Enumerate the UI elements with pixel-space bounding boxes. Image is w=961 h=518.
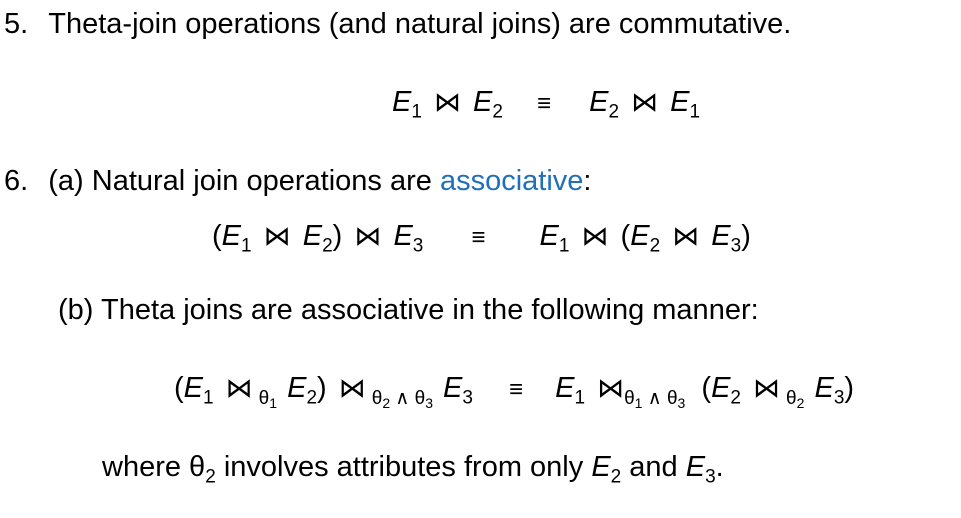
theta-symbol: $\theta_2$ [189,451,216,488]
theta-join-symbol: ⋈ [597,373,625,403]
item-6a-heading [4,167,591,196]
item-6a-suffix: : [583,165,592,197]
theta-join-associative-equation: ($E_1$ ⋈ $_{\theta_1}$ $E_2$) ⋈ $_{\theta_2 \wedge \theta_3}$ $E_3 \equiv E_1$ $⋈_{\theta_1 \wedge \theta_3}$ ($E_2$ ⋈ $_{\theta_2}$ $E_3$) [174,372,855,411]
e1-term: $E_1$ [670,86,701,123]
associative-link[interactable]: associative [439,165,584,197]
natural-join-associative-equation: ($E_1$ ⋈ $E_2$) ⋈ $E_3 \equiv E_1$ ⋈ ($E_2$ ⋈ $E_3$) [212,220,751,257]
natural-join-symbol: ⋈ [354,221,382,251]
e2-term: $E_2$ [589,86,620,123]
theta-join-symbol: ⋈ [225,373,253,403]
e1-term: $E_1$ [392,86,422,123]
item-6a-prefix: (a) Natural join operations are [48,165,440,197]
natural-join-symbol: ⋈ [672,221,700,251]
equivalence-symbol: ≡ [471,224,486,251]
natural-join-symbol: ⋈ [433,87,461,117]
natural-join-symbol: ⋈ [263,221,291,251]
item-6-number: 6. [4,165,29,197]
natural-join-symbol: ⋈ [581,221,609,251]
item-5-heading [4,10,791,39]
commutative-equation [392,86,701,123]
equivalence-symbol: ≡ [509,376,524,403]
e2-term: $E_2$ [473,86,503,123]
item-5-text: Theta-join operations (and natural joins) are commutative. [48,8,792,40]
equivalence-symbol: ≡ [537,90,552,117]
item-5-number: 5. [4,8,29,40]
where-clause: where $\theta_2$ involves attributes from only $E_2$ and $E_3$. [102,451,724,488]
natural-join-symbol: ⋈ [631,87,659,117]
theta-join-symbol: ⋈ [338,373,366,403]
theta-join-symbol: ⋈ [753,373,781,403]
item-6b-heading: (b) Theta joins are associative in the following manner: [58,294,759,326]
